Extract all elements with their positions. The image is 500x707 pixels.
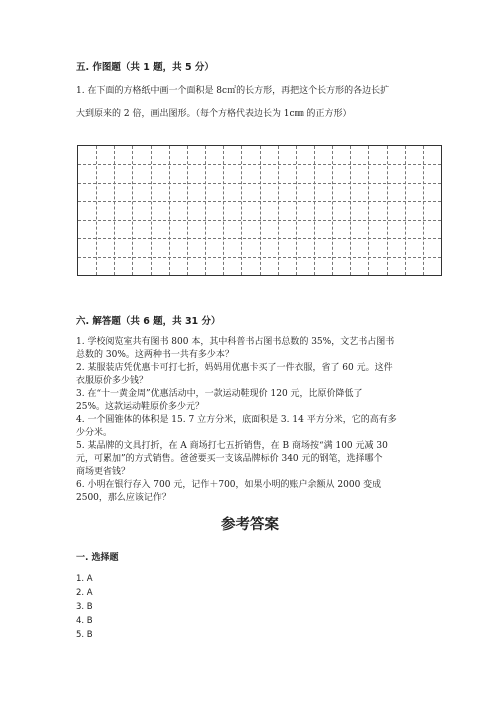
question-line: 商场更省钱？ bbox=[76, 467, 131, 477]
graph-paper-grid bbox=[77, 145, 442, 276]
question-line: 2. 某服装店凭优惠卡可打七折，妈妈用优惠卡买了一件衣服，省了 60 元。这件 bbox=[76, 363, 393, 373]
answer-item: 1. A bbox=[76, 574, 93, 584]
question-line: 6. 小明在银行存入 700 元，记作＋700，如果小明的账户余额从 2000 变成 bbox=[76, 480, 382, 490]
question-line: 25%。这款运动鞋原价多少元？ bbox=[76, 402, 205, 412]
question-line: 元，可累加”的方式销售。爸爸要买一支该品牌标价 340 元的钢笔，选择哪个 bbox=[76, 454, 383, 464]
question-5-1-line2: 大到原来的 2 倍，画出图形。（每个方格代表边长为 1c㎜ 的正方形） bbox=[76, 109, 352, 119]
answer-item: 4. B bbox=[76, 616, 93, 626]
section5-heading: 五. 作图题（共 1 题，共 5 分） bbox=[76, 62, 214, 73]
question-line: 总数的 30%。这两种书一共有多少本？ bbox=[76, 350, 234, 360]
grid-line-horizontal bbox=[78, 220, 441, 221]
section6-heading: 六. 解答题（共 6 题，共 31 分） bbox=[76, 316, 221, 327]
answer-item: 3. B bbox=[76, 602, 93, 612]
grid-line-horizontal bbox=[78, 257, 441, 258]
question-line: 衣服原价多少钱？ bbox=[76, 376, 149, 386]
grid-line-horizontal bbox=[78, 201, 441, 202]
question-5-1-line1: 1. 在下面的方格纸中画一个面积是 8c㎡的长方形，再把这个长方形的各边长扩 bbox=[76, 86, 390, 96]
answer-key-title: 参考答案 bbox=[221, 516, 279, 533]
question-line: 少分米。 bbox=[76, 428, 113, 438]
grid-line-horizontal bbox=[78, 238, 441, 239]
question-line: 3. 在“十一黄金周”优惠活动中，一款运动鞋现价 120 元，比原价降低了 bbox=[76, 389, 363, 399]
answer-section-heading: 一. 选择题 bbox=[76, 553, 119, 563]
answer-item: 5. B bbox=[76, 630, 93, 640]
question-line: 1. 学校阅览室共有图书 800 本，其中科普书占图书总数的 35%，文艺书占图书 bbox=[76, 337, 395, 347]
grid-line-horizontal bbox=[78, 164, 441, 165]
question-line: 2500，那么应该记作？ bbox=[76, 493, 171, 503]
question-line: 5. 某品牌的文具打折，在 A 商场打七五折销售，在 B 商场按“满 100 元减 30 bbox=[76, 441, 388, 451]
answer-item: 2. A bbox=[76, 588, 93, 598]
question-line: 4. 一个圆锥体的体积是 15. 7 立方分米，底面积是 3. 14 平方分米，它的高有多 bbox=[76, 415, 397, 425]
grid-line-horizontal bbox=[78, 183, 441, 184]
